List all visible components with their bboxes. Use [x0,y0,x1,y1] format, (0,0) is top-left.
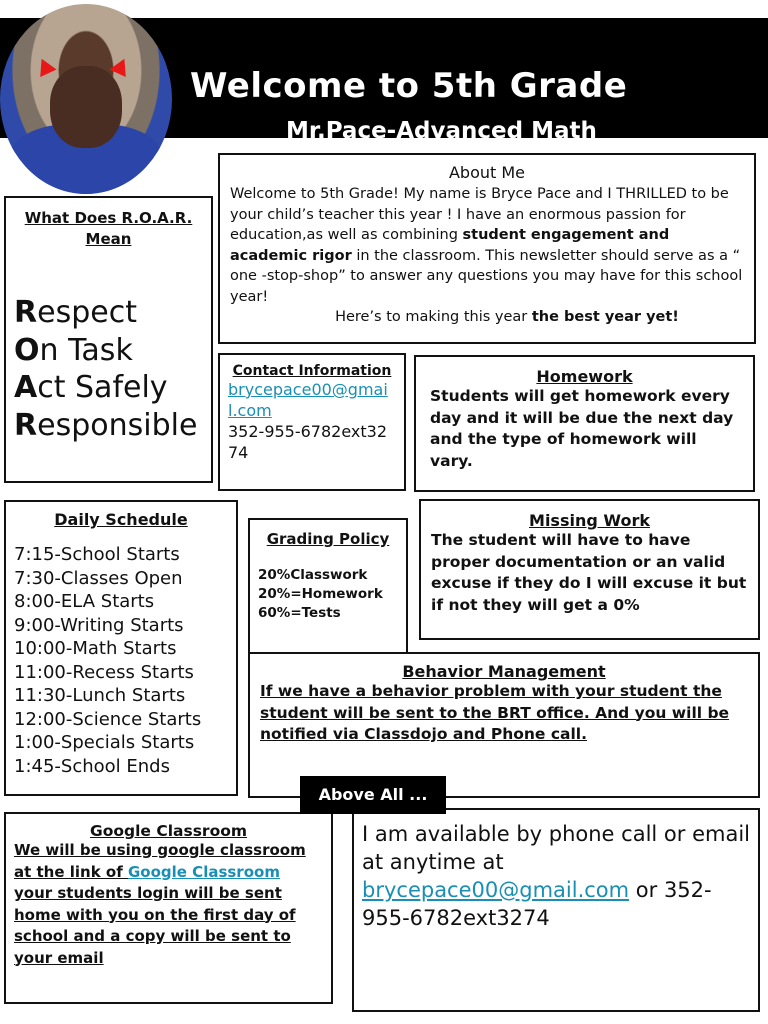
schedule-item: 8:00-ELA Starts [14,591,155,612]
above-all-phone: 352-955-6782ext3274 [362,878,712,930]
above-all-label: Above All ... [300,776,446,814]
google-classroom-section [4,812,333,1004]
about-me-text-part2: in the classroom. This newsletter should serve as a “ one -stop-shop” to answer any questions you may have for this school year! [230,247,743,305]
about-me-heading: About Me [448,163,526,182]
roar-heading: What Does R.O.A.R. Mean [24,209,193,248]
schedule-item: 9:00-Writing Starts [14,614,184,636]
above-all-text [362,820,750,932]
homework-section [414,355,755,492]
google-classroom-text-part1: We will be using google classroom at the link of [14,841,306,881]
schedule-item: 7:30-Classes Open [14,567,183,589]
avatar-face [50,66,122,148]
schedule-item: 10:00-Math Starts [14,638,177,659]
google-classroom-heading: Google Classroom [89,822,248,840]
grading-section [248,518,408,654]
schedule-section [4,500,238,796]
schedule-item: 11:00-Recess Starts [14,661,194,683]
roar-letter: R [14,295,38,330]
roar-item [14,332,203,370]
roar-letter: R [14,407,38,443]
schedule-heading: Daily Schedule [54,510,188,529]
homework-heading: Homework [536,367,633,386]
roar-letter: A [14,370,38,405]
roar-list [14,294,203,444]
roar-word: esponsible [37,407,198,443]
contact-heading: Contact Information [232,363,392,379]
schedule-item: 1:45-School Ends [14,755,170,777]
google-classroom-text [14,840,323,969]
contact-phone: 352-955-6782ext3274 [228,422,388,462]
page-title: Welcome to 5th Grade [190,66,628,106]
contact-email-link[interactable]: brycepace00@gmail.com [228,380,388,420]
devil-horn-right-icon [109,55,132,77]
roar-word: ct Safely [37,370,168,405]
roar-item [14,294,203,332]
grading-item: 60%=Tests [258,605,341,621]
google-classroom-link[interactable]: Google Classroom [127,862,280,881]
teacher-avatar [0,4,172,194]
grading-heading: Grading Policy [266,530,390,548]
devil-horn-left-icon [33,55,56,77]
roar-item [14,369,203,407]
above-all-message: I am available by phone call or email at anytime at [362,822,750,874]
page-subtitle: Mr.Pace-Advanced Math [286,118,597,144]
roar-item [14,407,203,445]
homework-text: Students will get homework every day and it will be due the next day and the type of homework will vary. [430,387,734,470]
above-all-or: or [629,878,664,902]
about-me-closing-bold: the best year yet! [531,309,679,325]
about-me-closing-text: Here’s to making this year [335,309,532,325]
about-me-bold: student engagement and academic rigor [230,227,670,264]
roar-letter: O [14,332,40,368]
roar-word: n Task [39,332,133,368]
about-me-text-part1: Welcome to 5th Grade! My name is Bryce Pace and I THRILLED to be your child’s teacher this year ! I have an enormous passion for education,as well as combining [230,186,729,243]
roar-section [4,196,213,483]
about-me-text [230,184,744,307]
missing-work-section [419,499,760,640]
schedule-item: 12:00-Science Starts [14,708,202,730]
above-all-email-link[interactable]: brycepace00@gmail.com [362,878,630,902]
behavior-text: If we have a behavior problem with your student the student will be sent to the BRT office. And you will be notified via Classdojo and Phone call. [260,682,730,743]
missing-work-heading: Missing Work [529,511,650,530]
above-all-section [352,808,760,1012]
schedule-item: 1:00-Specials Starts [14,732,195,753]
roar-word: espect [37,295,137,330]
google-classroom-text-part2: your students login will be sent home with you on the first day of school and a copy will be sent to your email [14,884,296,967]
schedule-item: 7:15-School Starts [14,544,180,565]
grading-item: 20%Classwork [258,567,368,583]
contact-section [218,353,406,491]
missing-work-text: The student will have to have proper documentation or an valid excuse if they do I will excuse it but if not they will get a 0% [431,531,747,614]
grading-item: 20%=Homework [258,586,383,602]
schedule-item: 11:30-Lunch Starts [14,685,186,706]
about-me-section [218,153,756,344]
about-me-closing [230,309,744,325]
behavior-heading: Behavior Management [402,662,606,681]
